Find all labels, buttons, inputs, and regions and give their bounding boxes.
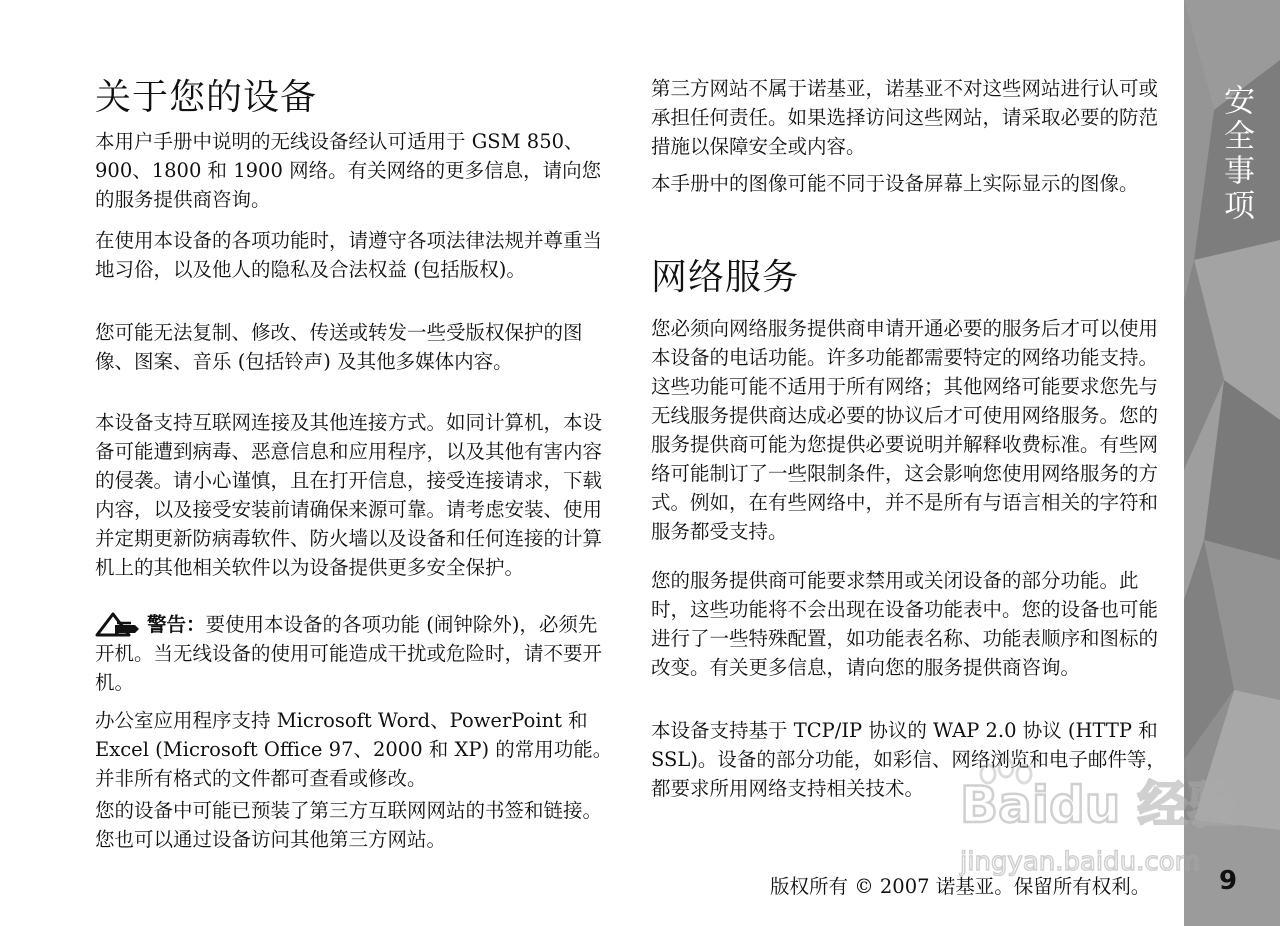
paragraph-third-party-bookmarks: 您的设备中可能已预装了第三方互联网网站的书签和链接。您也可以通过设备访问其他第三方网站。 [95, 799, 603, 851]
warning-hand-icon [95, 611, 141, 637]
footer-copyright: 版权所有 © 2007 诺基亚。保留所有权利。 [770, 875, 1151, 898]
paragraph-third-party-sites: 第三方网站不属于诺基亚，诺基亚不对这些网站进行认可或承担任何责任。如果选择访问这些网站，请采取必要的防范措施以保障安全或内容。 [651, 77, 1159, 158]
warning-note [95, 610, 610, 697]
paragraph-gsm-networks: 本用户手册中说明的无线设备经认可适用于 GSM 850、900、1800 和 1900 网络。有关网络的更多信息，请向您的服务提供商咨询。 [95, 130, 602, 211]
paragraph-images-may-differ: 本手册中的图像可能不同于设备屏幕上实际显示的图像。 [651, 172, 1139, 195]
page-number: 9 [1218, 866, 1238, 896]
sidebar-section-title: 安全事项 [1218, 84, 1254, 224]
paragraph-network-service-required: 您必须向网络服务提供商申请开通必要的服务后才可以使用本设备的电话功能。许多功能都需要特定的网络功能支持。这些功能可能不适用于所有网络；其他网络可能要求您先与无线服务提供商达成必要的协议后才可使用网络服务。您的服务提供商可能为您提供必要说明并解释收费标准。有些网络可能制订了一些限制条件，这会影响您使用网络服务的方式。例如，在有些网络中，并不是所有与语言相关的字符和服务都受支持。 [651, 317, 1159, 543]
paragraph-laws-privacy: 在使用本设备的各项功能时，请遵守各项法律法规并尊重当地习俗，以及他人的隐私及合法权益 (包括版权)。 [95, 229, 603, 281]
section-heading-network-services: 网络服务 [651, 257, 800, 298]
paragraph-provider-disable-features: 您的服务提供商可能要求禁用或关闭设备的部分功能。此时，这些功能将不会出现在设备功能表中。您的设备也可能进行了一些特殊配置，如功能表名称、功能表顺序和图标的改变。有关更多信息，请向您的服务提供商咨询。 [651, 569, 1159, 679]
watermark-brand: Baidu 经验 [960, 776, 1238, 834]
paragraph-internet-security: 本设备支持互联网连接及其他连接方式。如同计算机，本设备可能遭到病毒、恶意信息和应用程序，以及其他有害内容的侵袭。请小心谨慎，且在打开信息，接受连接请求，下载内容，以及接受安装前请确保来源可靠。请考虑安装、使用并定期更新防病毒软件、防火墙以及设备和任何连接的计算机上的其他相关软件以为设备提供更多安全保护。 [95, 411, 603, 579]
warning-text: 要使用本设备的各项功能 (闹钟除外)，必须先开机。当无线设备的使用可能造成干扰或危险时，请不要开机。 [95, 613, 603, 694]
paragraph-copyright-content: 您可能无法复制、修改、传送或转发一些受版权保护的图像、图案、音乐 (包括铃声) 及其他多媒体内容。 [95, 321, 583, 373]
watermark-url: jingyan.baidu.com [960, 847, 1200, 877]
paragraph-office-apps: 办公室应用程序支持 Microsoft Word、PowerPoint 和 Excel (Microsoft Office 97、2000 和 XP) 的常用功能。并非所有格式的文件都可查看或修改。 [95, 709, 613, 790]
warning-label: 警告： [147, 613, 206, 636]
paragraph-wap-tcpip: 本设备支持基于 TCP/IP 协议的 WAP 2.0 协议 (HTTP 和 SSL)。设备的部分功能，如彩信、网络浏览和电子邮件等，都要求所用网络支持相关技术。 [651, 719, 1166, 800]
section-heading-about-device: 关于您的设备 [95, 77, 318, 118]
